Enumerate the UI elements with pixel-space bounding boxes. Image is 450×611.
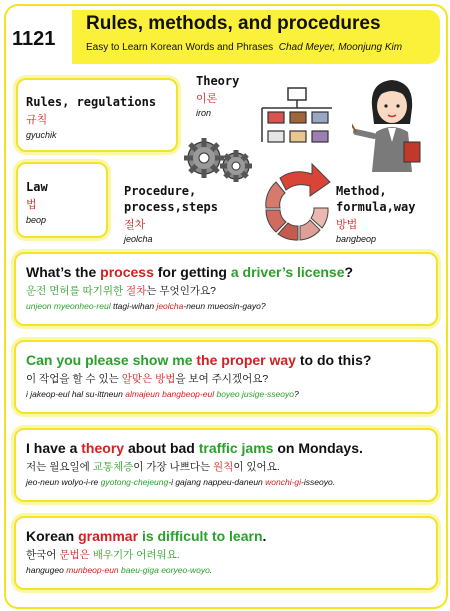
sentence-rom <box>26 477 436 487</box>
page-title: Rules, methods, and procedures <box>86 13 381 34</box>
vocab-card-rules <box>16 78 178 152</box>
vocab-rom: jeolcha <box>124 234 153 244</box>
en-highlight-red: the proper way <box>196 352 296 368</box>
ro-part: hangugeo <box>26 565 67 575</box>
page-subtitle <box>86 42 402 53</box>
ro-highlight-green: gyotong-chejeung <box>100 477 169 487</box>
vocab-rom: beop <box>26 215 47 225</box>
vocab-en: Rules, regulations <box>26 95 157 109</box>
ro-highlight-red: munbeop-eun <box>66 565 119 575</box>
en-highlight-green: is difficult to learn <box>141 528 263 544</box>
sentence-en <box>26 528 436 544</box>
en-part: Korean <box>26 528 79 544</box>
ro-highlight-red: jeolcha <box>156 301 184 311</box>
sentence-rom <box>26 389 436 399</box>
vocab-en: Law <box>26 180 48 194</box>
ro-part: -isseoyo. <box>301 477 336 487</box>
ro-highlight-red: wonchi-gi <box>265 477 302 487</box>
en-highlight-green: traffic jams <box>198 440 274 456</box>
vocab-en: Theory <box>196 74 240 88</box>
vocab-rom: iron <box>196 108 212 118</box>
vocab-ko: 이론 <box>196 93 218 105</box>
subtitle-text: Easy to Learn Korean Words and Phrases <box>86 42 274 53</box>
ro-part: . <box>209 565 213 575</box>
ko-highlight-green: 운전 면허를 따기위한 <box>26 285 127 297</box>
en-highlight-red: grammar <box>78 528 139 544</box>
sentence-card-1 <box>14 252 438 326</box>
vocab-ko: 법 <box>26 199 37 211</box>
ko-highlight-green: 교통체증 <box>92 461 134 473</box>
vocab-ko: 방법 <box>336 219 358 231</box>
sentence-en <box>26 264 436 280</box>
sentence-card-4 <box>14 516 438 590</box>
sentence-ko <box>26 371 436 386</box>
vocab-rom: bangbeop <box>336 234 377 244</box>
ko-part: 이 가장 나쁘다는 <box>133 461 214 473</box>
vocab-en-2: process,steps <box>124 200 218 214</box>
ko-highlight-red: 알맞은 방법 <box>121 373 176 385</box>
en-highlight-red: process <box>100 264 154 280</box>
cycle-arrow-icon <box>254 160 334 244</box>
sentence-card-3 <box>14 428 438 502</box>
ro-part: ttagi-wihan <box>110 301 157 311</box>
org-chart-illustration <box>258 86 338 150</box>
ko-part: 한국어 <box>26 549 60 561</box>
ko-highlight-red: 문법은 <box>59 549 90 561</box>
en-part: for getting <box>153 264 231 280</box>
ko-part: 는 무엇인가요? <box>146 285 216 297</box>
en-part: . <box>262 528 267 544</box>
vocab-procedure <box>124 184 218 244</box>
ro-part: -neun mueosin-gayo? <box>183 301 266 311</box>
sentence-rom <box>26 565 436 575</box>
teacher-illustration <box>352 72 432 182</box>
en-part: about bad <box>124 440 199 456</box>
authors: Chad Meyer, Moonjung Kim <box>278 42 403 53</box>
ko-part: 이 작업을 할 수 있는 <box>26 373 122 385</box>
ro-highlight-green: baeu-giga eoryeo-woyo <box>121 565 210 575</box>
vocab-theory <box>196 74 239 118</box>
vocab-en-1: Method, <box>336 184 387 198</box>
en-part: on Mondays. <box>273 440 363 456</box>
ro-part: -i gajang nappeu-daneun <box>168 477 266 487</box>
vocab-en-1: Procedure, <box>124 184 197 198</box>
vocab-ko: 절차 <box>124 219 146 231</box>
sentence-rom <box>26 301 436 311</box>
ko-highlight-red: 절차 <box>126 285 147 297</box>
sentence-en <box>26 440 436 456</box>
sentence-ko <box>26 547 436 562</box>
sentence-en <box>26 352 436 368</box>
ko-highlight-green: 배우기가 어려워요. <box>89 549 180 561</box>
sentence-ko <box>26 459 436 474</box>
ko-highlight-red: 원칙 <box>213 461 234 473</box>
vocab-rom: gyuchik <box>26 130 57 140</box>
sentence-ko <box>26 283 436 298</box>
en-part: ? <box>344 264 354 280</box>
ro-highlight-green: unjeon myeonheo-reul <box>26 301 111 311</box>
sentence-card-2 <box>14 340 438 414</box>
vocab-card-law <box>16 162 108 238</box>
gears-icon <box>180 132 260 192</box>
ko-part: 저는 월요일에 <box>26 461 93 473</box>
en-part: I have a <box>26 440 82 456</box>
ro-highlight-green: boyeo jusige-sseoyo <box>216 389 294 399</box>
en-part: to do this? <box>295 352 372 368</box>
ro-part: jeo-neun wolyo-i-re <box>26 477 101 487</box>
ro-highlight-red: almajeun bangbeop-eul <box>125 389 215 399</box>
ro-part: i jakeop-eul hal su-ittneun <box>26 389 126 399</box>
vocab-method <box>336 184 415 244</box>
en-highlight-green: a driver’s license <box>230 264 345 280</box>
ro-part: ? <box>293 389 299 399</box>
vocab-ko: 규칙 <box>26 114 48 126</box>
en-highlight-green: Can you please show me <box>26 352 197 368</box>
ko-part: 을 보여 주시겠어요? <box>175 373 269 385</box>
lesson-number: 1121 <box>12 28 56 50</box>
en-highlight-red: theory <box>81 440 125 456</box>
ko-part: 이 있어요. <box>233 461 280 473</box>
vocab-en-2: formula,way <box>336 200 416 214</box>
en-part: What’s the <box>26 264 101 280</box>
